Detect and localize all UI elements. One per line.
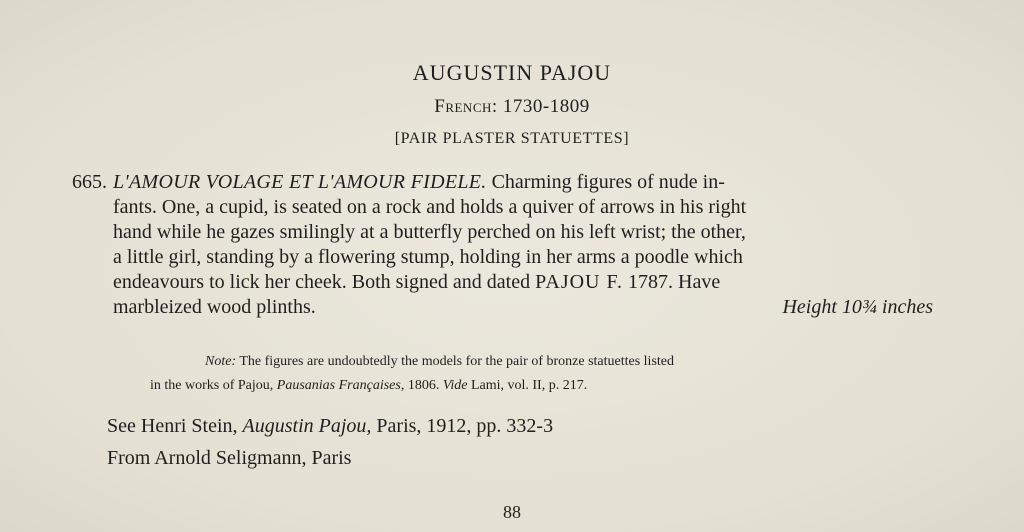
note-line-2-mid: 1806. bbox=[407, 378, 440, 393]
page-number: 88 bbox=[503, 502, 521, 522]
entry-line-2: fants. One, a cupid, is seated on a rock and holds a quiver of arrows in his right bbox=[113, 196, 747, 218]
entry-line-5-end: 1787. Have bbox=[628, 271, 721, 293]
entry-title: L'AMOUR VOLAGE ET L'AMOUR FIDELE. bbox=[113, 171, 487, 193]
reference-see-title: Augustin Pajou, bbox=[242, 415, 372, 437]
entry-number: 665. bbox=[72, 171, 107, 193]
medium-description: [PAIR PLASTER STATUETTES] bbox=[394, 130, 630, 147]
reference-see-start: See Henri Stein, bbox=[107, 415, 238, 437]
entry-height: Height 10¾ inches bbox=[782, 296, 933, 318]
entry-line-5-start: endeavours to lick her cheek. Both signed and dated bbox=[113, 271, 531, 293]
references bbox=[107, 410, 907, 474]
signature-text: PAJOU F. bbox=[535, 271, 624, 293]
entry-note bbox=[150, 350, 910, 398]
note-line-2 bbox=[150, 374, 910, 398]
note-vide: Vide bbox=[442, 378, 468, 393]
note-line-2-end: Lami, vol. II, p. 217. bbox=[470, 378, 588, 393]
note-line-1 bbox=[150, 350, 910, 374]
entry-line-6-text: marbleized wood plinths. bbox=[113, 296, 316, 318]
reference-see-end: Paris, 1912, pp. 332-3 bbox=[376, 415, 554, 437]
catalog-entry bbox=[72, 170, 933, 320]
reference-see bbox=[107, 410, 907, 442]
entry-line-1-text: Charming figures of nude in- bbox=[491, 171, 725, 193]
entry-line-6 bbox=[113, 295, 933, 320]
provenance: From Arnold Seligmann, Paris bbox=[107, 447, 352, 469]
note-line-2-start: in the works of Pajou, bbox=[150, 378, 274, 393]
note-label: Note: bbox=[205, 354, 237, 369]
artist-name: AUGUSTIN PAJOU bbox=[412, 60, 612, 85]
note-source-title: Pausanias Françaises, bbox=[276, 378, 405, 393]
artist-nationality-dates: French: 1730-1809 bbox=[434, 96, 590, 117]
entry-line-5 bbox=[113, 270, 933, 295]
entry-line-3: hand while he gazes smilingly at a butterfly perched on his left wrist; the other, bbox=[113, 221, 746, 243]
note-line-1-text: The figures are undoubtedly the models for the pair of bronze statuettes listed bbox=[239, 354, 675, 369]
entry-line-1 bbox=[113, 170, 933, 195]
entry-line-4: a little girl, standing by a flowering stump, holding in her arms a poodle which bbox=[113, 246, 743, 268]
